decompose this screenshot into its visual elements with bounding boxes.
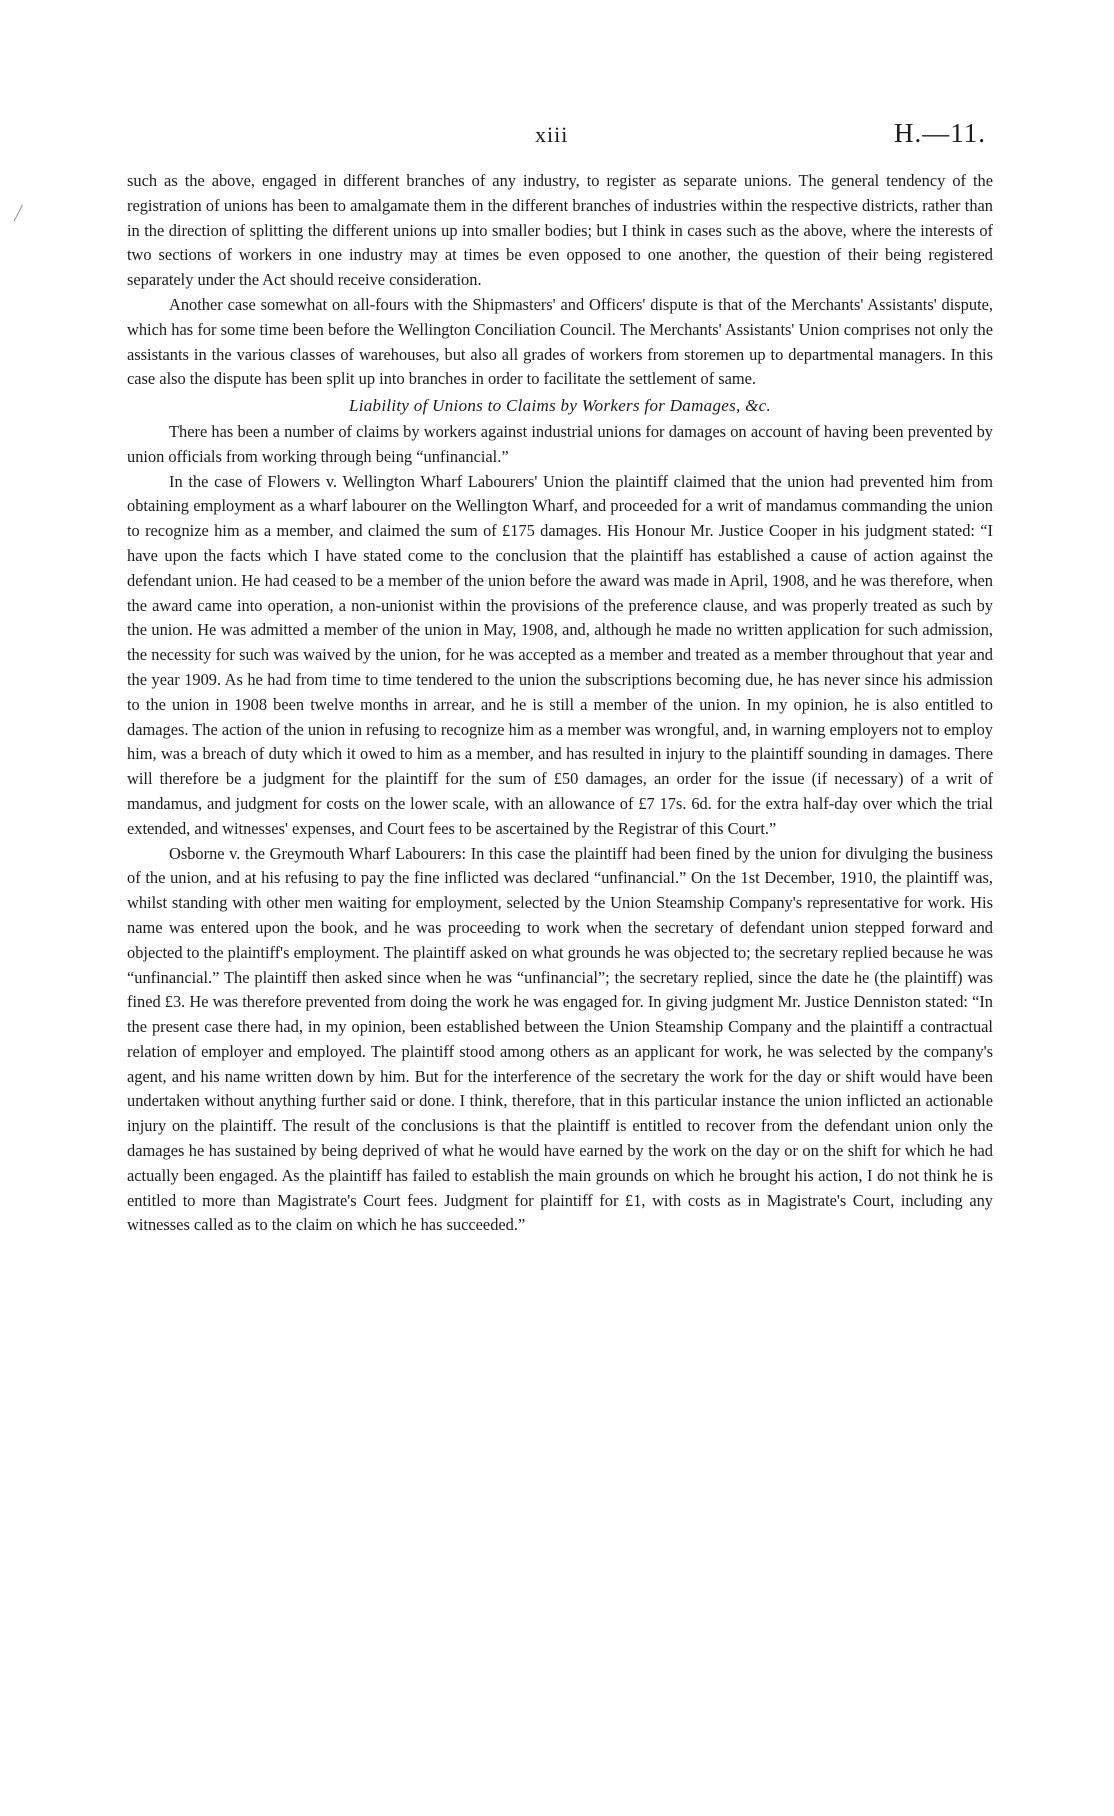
paragraph-registration-continued: such as the above, engaged in different branches of any industry, to register as separate unions. The general tendency of the registration of unions has been to amalgamate them in the different branches of industries within the respective districts, rather than in the direction of splitting the different unions up into smaller bodies; but I think in cases such as the above, where the interests of two sections of workers in one industry may at times be even opposed to one another, the question of their being registered separately under the Act should receive consideration. bbox=[127, 171, 993, 290]
paragraph-merchants-assistants: Another case somewhat on all-fours with the Shipmasters' and Officers' dispute is that of the Merchants' Assistants' dispute, which has for some time been before the Wellington Conciliation Council. The Merchants' Assistants' Union comprises not only the assistants in the various classes of warehouses, but also all grades of workers from storemen up to departmental managers. In this case also the dispute has been split up into branches in order to facilitate the settlement of same. bbox=[127, 294, 993, 389]
page-number: xiii bbox=[535, 122, 569, 147]
document-reference: H.—11. bbox=[894, 118, 986, 148]
paragraph-osborne-case: Osborne v. the Greymouth Wharf Labourers: In this case the plaintiff had been fined by the union for divulging the business of the union, and at his refusing to pay the fine inflicted was declared “unfinancial.” On the 1st December, 1910, the plaintiff was, whilst standing with other men waiting for employment, selected by the Union Steamship Company's representative for work. His name was entered upon the book, and he was proceeding to work when the secretary of defendant union stepped forward and objected to the plaintiff's employment. The plaintiff asked on what grounds he was objected to; the secretary replied because he was “unfinancial.” The plaintiff then asked since when he was “unfinancial”; the secretary replied, since the date he (the plaintiff) was fined £3. He was therefore prevented from doing the work he was engaged for. In giving judgment Mr. Justice Denniston stated: “In the present case there had, in my opinion, been established between the Union Steamship Company and the plaintiff a contractual relation of employer and employed. The plaintiff stood among others as an applicant for work, he was selected by the company's agent, and his name written down by him. But for the interference of the secretary the work for the day or shift would have been undertaken without anything further said or done. I think, therefore, that in this particular instance the union inflicted an actionable injury on the plaintiff. The result of the conclusions is that the plaintiff is entitled to recover from the defendant union only the damages he has sustained by being deprived of what he would have earned by the work on the day or on the shift for which he had actually been engaged. As the plaintiff has failed to establish the main grounds on which he brought his action, I do not think he is entitled to more than Magistrate's Court fees. Judgment for plaintiff for £1, with costs as in Magistrate's Court, including any witnesses called as to the claim on which he has succeeded.” bbox=[127, 843, 993, 1235]
paragraph-claims-intro: There has been a number of claims by workers against industrial unions for damages on account of having been prevented by union officials from working through being “unfinancial.” bbox=[127, 421, 993, 466]
page-header bbox=[0, 118, 1114, 158]
paragraph-flowers-case: In the case of Flowers v. Wellington Wharf Labourers' Union the plaintiff claimed that the union had prevented him from obtaining employment as a wharf labourer on the Wellington Wharf, and proceeded for a writ of mandamus commanding the union to recognize him as a member, and claimed the sum of £175 damages. His Honour Mr. Justice Cooper in his judgment stated: “I have upon the facts which I have stated come to the conclusion that the plaintiff has established a cause of action against the defendant union. He had ceased to be a member of the union before the award was made in April, 1908, and he was therefore, when the award came into operation, a non-unionist within the provisions of the preference clause, and was properly treated as such by the union. He was admitted a member of the union in May, 1908, and, although he made no written application for such admission, the necessity for such was waived by the union, for he was accepted as a member and treated as a member throughout that year and the year 1909. As he had from time to time tendered to the union the subscriptions becoming due, he has never since his admission to the union in 1908 been twelve months in arrear, and he is still a member of the union. In my opinion, he is also entitled to damages. The action of the union in refusing to recognize him as a member was wrongful, and, in warning employers not to employ him, was a breach of duty which it owed to him as a member, and has resulted in injury to the plaintiff sounding in damages. There will therefore be a judgment for the plaintiff for the sum of £50 damages, an order for the issue (if necessary) of a writ of mandamus, and judgment for costs on the lower scale, with an allowance of £7 17s. 6d. for the extra half-day over which the trial extended, and witnesses' expenses, and Court fees to be ascertained by the Registrar of this Court.” bbox=[127, 471, 993, 838]
margin-mark: ╱ bbox=[14, 207, 23, 222]
page-body bbox=[127, 169, 993, 1238]
section-heading: Liability of Unions to Claims by Workers for Damages, &c. bbox=[348, 396, 772, 416]
